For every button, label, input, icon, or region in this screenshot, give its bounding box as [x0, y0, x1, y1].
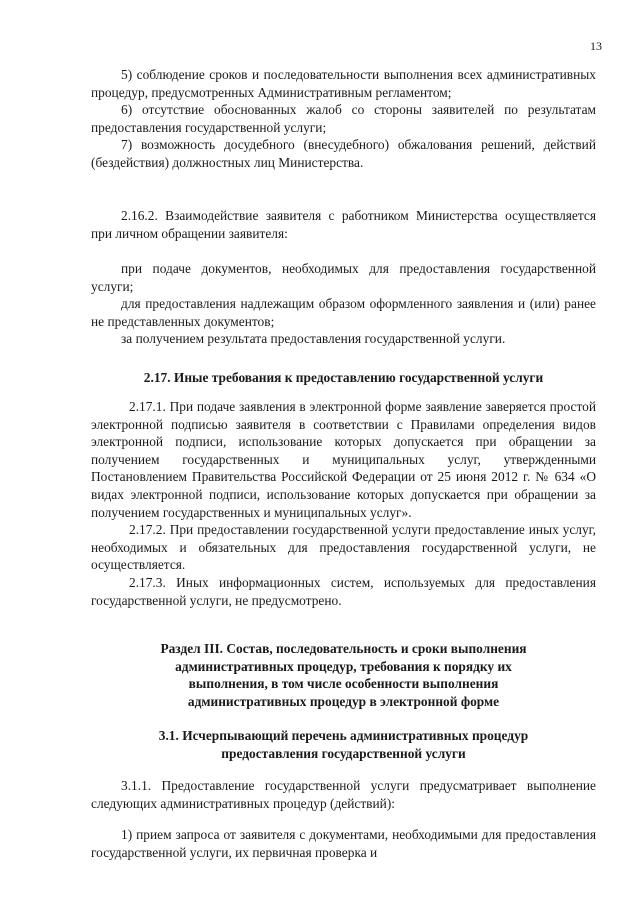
section-2-16-2-cases: [91, 260, 596, 348]
section-3-1-heading-line-1: 3.1. Исчерпывающий перечень административных процедур: [158, 728, 529, 743]
list-item-5: 5) соблюдение сроков и последовательности выполнения всех административных процедур, предусмотренных Административным регламентом;: [91, 67, 596, 100]
section-2-16-2-intro: [91, 207, 596, 242]
section-2-17-body: [91, 398, 596, 609]
paragraph-3-1-1: 3.1.1. Предоставление государственной услуги предусматривает выполнение следующих административных процедур (действий):: [91, 778, 596, 811]
procedure-item-1: 1) прием запроса от заявителя с документами, необходимыми для предоставления государственной услуги, их первичная проверка и: [91, 827, 596, 860]
section-3-1-heading-line-2: предоставления государственной услуги: [221, 745, 466, 761]
section-3-1-heading-block: [91, 727, 596, 762]
section-2-17-heading-block: [91, 369, 596, 387]
paragraph-2-16-2: 2.16.2. Взаимодействие заявителя с работником Министерства осуществляется при личном обращении заявителя:: [91, 208, 596, 241]
list-item-7: 7) возможность досудебного (внесудебного) обжалования решений, действий (бездействия) должностных лиц Министерства.: [91, 137, 596, 170]
paragraph-2-17-2: 2.17.2. При предоставлении государственной услуги предоставление иных услуг, необходимых и обязательных для предоставления государственной услуги, не осуществляется.: [91, 522, 596, 573]
case-result: за получением результата предоставления государственной услуги.: [121, 331, 506, 347]
section-3-1-list-block: [91, 826, 596, 861]
list-items-block: [91, 66, 596, 172]
case-submission: при подаче документов, необходимых для предоставления государственной услуги;: [91, 261, 596, 294]
section-3-heading-line-1: Раздел III. Состав, последовательность и сроки выполнения: [160, 641, 527, 656]
page-number: 13: [590, 39, 602, 53]
section-3-heading-line-3: выполнения, в том числе особенности выполнения: [188, 676, 499, 692]
list-item-6: 6) отсутствие обоснованных жалоб со стороны заявителей по результатам предоставления государственной услуги;: [91, 102, 596, 135]
section-3-1-1-block: [91, 777, 596, 812]
section-3-heading-line-2: административных процедур, требования к порядку их: [175, 658, 512, 674]
section-3-heading-block: [91, 640, 596, 710]
case-documents: для предоставления надлежащим образом оформленного заявления и (или) ранее не представленных документов;: [91, 296, 596, 329]
section-2-17-heading: 2.17. Иные требования к предоставлению государственной услуги: [143, 370, 544, 385]
paragraph-2-17-1: 2.17.1. При подаче заявления в электронной форме заявление заверяется простой электронной подписью заявителя в соответствии с Правилами определения видов электронной подписи, использование которых допускается при обращении за получением государственных и муниципальных услуг, утвержденными Постановлением Правительства Российской Федерации от 25 июня 2012 г. № 634 «О видах электронной подписи, использование которых допускается при обращении за получением государственных и муниципальных услуг».: [91, 399, 596, 520]
section-3-heading-line-4: административных процедур в электронной форме: [187, 693, 500, 709]
paragraph-2-17-3: 2.17.3. Иных информационных систем, используемых для предоставления государственной услуги, не предусмотрено.: [91, 574, 596, 608]
